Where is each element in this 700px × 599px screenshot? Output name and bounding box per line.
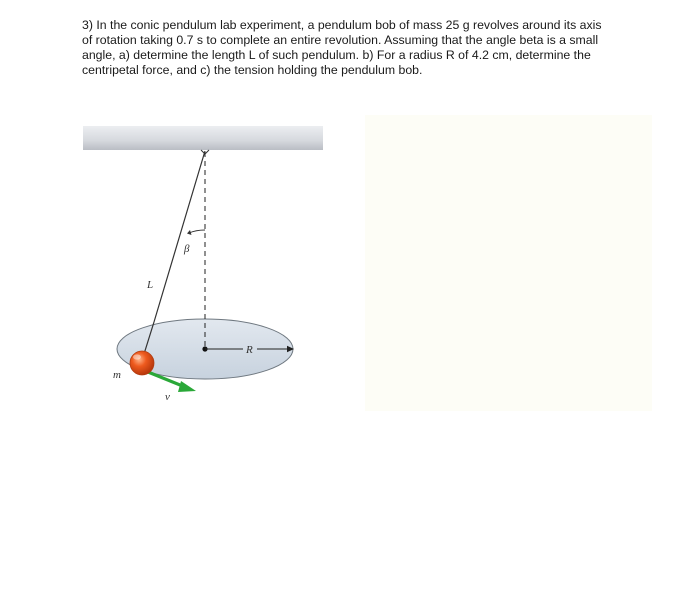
problem-line-1: 3) In the conic pendulum lab experiment, a pendulum bob of mass 25 g revolves around its axis bbox=[82, 18, 602, 32]
velocity-arrowhead bbox=[178, 381, 196, 392]
pendulum-bob bbox=[130, 351, 154, 375]
problem-line-3: angle, a) determine the length L of such pendulum. b) For a radius R of 4.2 cm, determine the bbox=[82, 48, 591, 62]
problem-statement bbox=[82, 18, 642, 78]
bob-highlight bbox=[133, 354, 141, 359]
problem-line-2: of rotation taking 0.7 s to complete an entire revolution. Assuming that the angle beta is a small bbox=[82, 33, 599, 47]
ceiling-support bbox=[83, 126, 323, 150]
pendulum-string bbox=[154, 151, 205, 322]
problem-line-4: centripetal force, and c) the tension holding the pendulum bob. bbox=[82, 63, 423, 77]
angle-label: β bbox=[184, 243, 190, 255]
angle-arc bbox=[189, 230, 205, 233]
length-label: L bbox=[147, 279, 154, 291]
radius-label: R bbox=[246, 344, 253, 356]
answer-area bbox=[365, 115, 652, 411]
conical-pendulum-figure bbox=[80, 120, 330, 410]
mass-label: m bbox=[113, 369, 121, 381]
velocity-label: v bbox=[165, 391, 170, 403]
